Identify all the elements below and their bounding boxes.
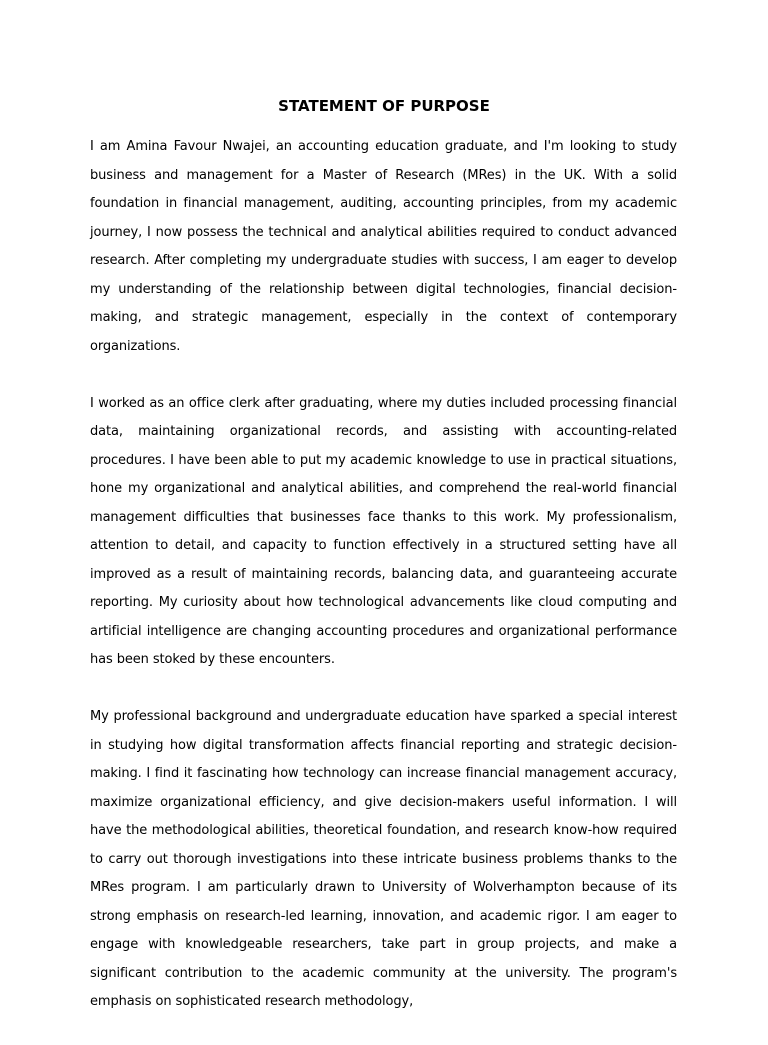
document-body xyxy=(90,133,677,1045)
paragraph-research-interest: My professional background and undergraduate education have sparked a special interest in studying how digital transformation affects financial reporting and strategic decision-making. I find it fascinating how technology can increase financial management accuracy, maximize organizational efficiency, and give decision-makers useful information. I will have the methodological abilities, theoretical foundation, and research know-how required to carry out thorough investigations into these intricate business problems thanks to the MRes program. I am particularly drawn to University of Wolverhampton because of its strong emphasis on research-led learning, innovation, and academic rigor. I am eager to engage with knowledgeable researchers, take part in group projects, and make a significant contribution to the academic community at the university. The program's emphasis on sophisticated research methodology, xyxy=(90,709,677,1009)
paragraph-work-experience: I worked as an office clerk after graduating, where my duties included processing financial data, maintaining organizational records, and assisting with accounting-related procedures. I have been able to put my academic knowledge to use in practical situations, hone my organizational and analytical abilities, and comprehend the real-world financial management difficulties that businesses face thanks to this work. My professionalism, attention to detail, and capacity to function effectively in a structured setting have all improved as a result of maintaining records, balancing data, and guaranteeing accurate reporting. My curiosity about how technological advancements like cloud computing and artificial intelligence are changing accounting procedures and organizational performance has been stoked by these encounters. xyxy=(90,395,677,667)
paragraph-intro: I am Amina Favour Nwajei, an accounting education graduate, and I'm looking to study business and management for a Master of Research (MRes) in the UK. With a solid foundation in financial management, auditing, accounting principles, from my academic journey, I now possess the technical and analytical abilities required to conduct advanced research. After completing my undergraduate studies with success, I am eager to develop my understanding of the relationship between digital technologies, financial decision-making, and strategic management, especially in the context of contemporary organizations. xyxy=(90,139,677,354)
document-title: STATEMENT OF PURPOSE xyxy=(278,97,490,115)
